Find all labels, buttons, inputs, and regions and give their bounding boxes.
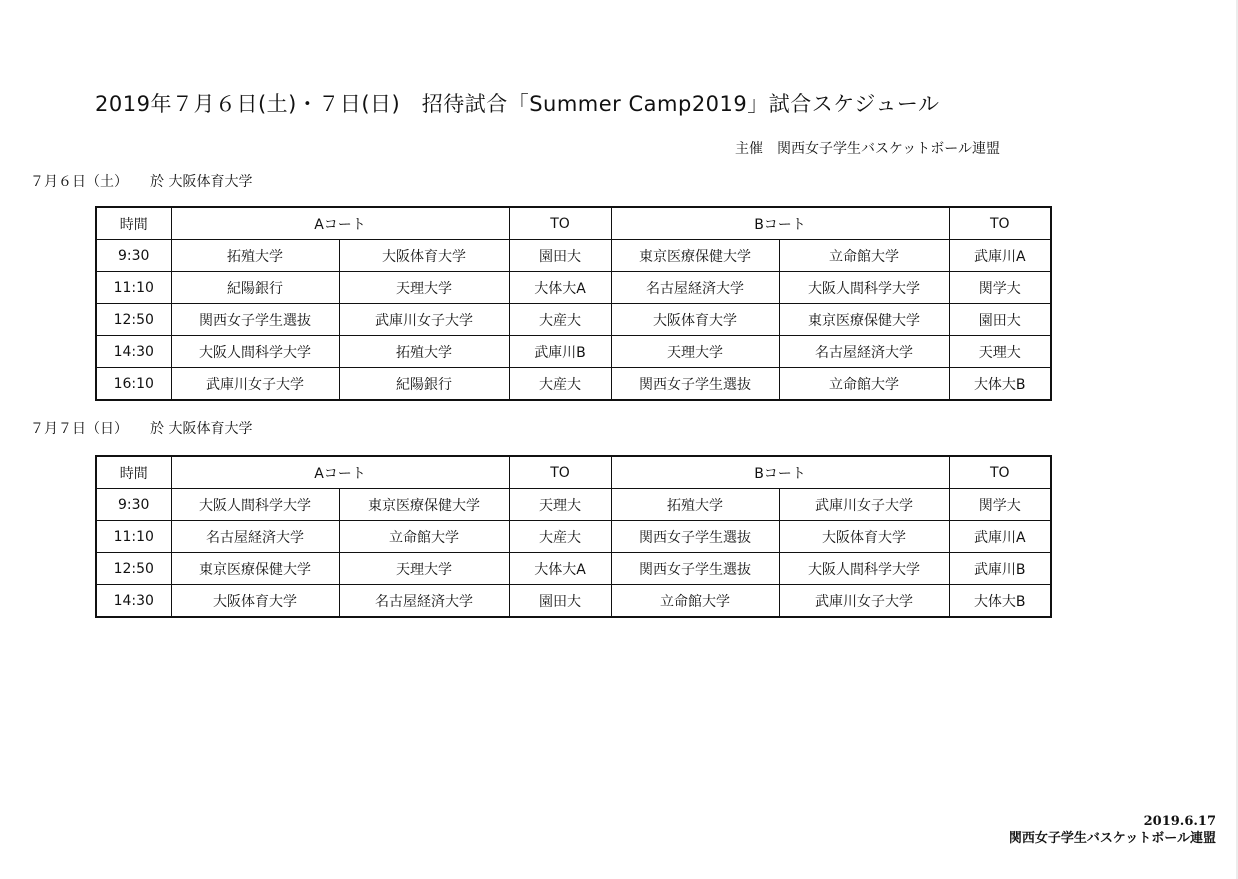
cell-a-to: 天理大 [509,489,611,521]
header-court-a: Aコート [171,456,509,489]
cell-a-team2: 天理大学 [339,272,509,304]
cell-a-to: 大体大A [509,272,611,304]
cell-b-team2: 立命館大学 [779,368,949,401]
cell-b-team1: 拓殖大学 [611,489,779,521]
cell-a-team2: 拓殖大学 [339,336,509,368]
cell-b-team1: 関西女子学生選抜 [611,553,779,585]
table-header-row [96,456,1051,489]
cell-a-to: 園田大 [509,585,611,618]
cell-b-to: 武庫川A [949,240,1051,272]
cell-a-team1: 大阪人間科学大学 [171,489,339,521]
cell-a-team1: 東京医療保健大学 [171,553,339,585]
day-venue: 於 大阪体育大学 [150,421,253,437]
cell-a-team2: 武庫川女子大学 [339,304,509,336]
cell-b-to: 武庫川A [949,521,1051,553]
cell-time: 11:10 [96,521,171,553]
header-time: 時間 [96,207,171,240]
cell-b-to: 天理大 [949,336,1051,368]
organizer: 主催 関西女子学生バスケットボール連盟 [735,141,1001,157]
cell-a-to: 園田大 [509,240,611,272]
header-to: TO [949,456,1051,489]
cell-a-team1: 武庫川女子大学 [171,368,339,401]
cell-time: 14:30 [96,336,171,368]
table-row [96,489,1051,521]
cell-b-team2: 名古屋経済大学 [779,336,949,368]
cell-b-team1: 立命館大学 [611,585,779,618]
cell-time: 12:50 [96,553,171,585]
day-date: ７月６日（土） [30,174,128,190]
cell-time: 9:30 [96,240,171,272]
cell-a-team1: 拓殖大学 [171,240,339,272]
cell-a-team2: 立命館大学 [339,521,509,553]
header-court-b: Bコート [611,456,949,489]
cell-b-team1: 大阪体育大学 [611,304,779,336]
header-to: TO [509,456,611,489]
cell-a-to: 大産大 [509,521,611,553]
cell-b-to: 大体大B [949,368,1051,401]
cell-b-team2: 大阪人間科学大学 [779,553,949,585]
table-row [96,553,1051,585]
table-row [96,240,1051,272]
table-row [96,304,1051,336]
cell-a-team1: 名古屋経済大学 [171,521,339,553]
cell-b-team2: 大阪体育大学 [779,521,949,553]
header-court-a: Aコート [171,207,509,240]
cell-a-team2: 大阪体育大学 [339,240,509,272]
header-court-b: Bコート [611,207,949,240]
schedule-table-day1 [95,206,1052,401]
cell-time: 12:50 [96,304,171,336]
cell-b-to: 大体大B [949,585,1051,618]
cell-time: 16:10 [96,368,171,401]
cell-a-to: 武庫川B [509,336,611,368]
cell-b-to: 園田大 [949,304,1051,336]
header-to: TO [949,207,1051,240]
cell-b-team1: 名古屋経済大学 [611,272,779,304]
cell-b-team1: 東京医療保健大学 [611,240,779,272]
cell-time: 9:30 [96,489,171,521]
cell-b-team2: 東京医療保健大学 [779,304,949,336]
table-row [96,585,1051,618]
page-title: 2019年７月６日(土)・７日(日) 招待試合「Summer Camp2019」試合スケジュール [95,92,940,116]
cell-a-to: 大産大 [509,304,611,336]
footer-org: 関西女子学生バスケットボール連盟 [1008,831,1216,846]
cell-a-to: 大体大A [509,553,611,585]
cell-b-team2: 武庫川女子大学 [779,585,949,618]
cell-a-team1: 紀陽銀行 [171,272,339,304]
cell-a-team2: 紀陽銀行 [339,368,509,401]
cell-a-team2: 名古屋経済大学 [339,585,509,618]
day-heading-1 [30,171,252,191]
cell-b-team2: 立命館大学 [779,240,949,272]
cell-a-team1: 関西女子学生選抜 [171,304,339,336]
header-to: TO [509,207,611,240]
cell-a-team2: 東京医療保健大学 [339,489,509,521]
cell-b-team2: 大阪人間科学大学 [779,272,949,304]
table-row [96,368,1051,401]
cell-b-to: 関学大 [949,272,1051,304]
day-date: ７月７日（日） [30,421,128,437]
cell-a-team1: 大阪人間科学大学 [171,336,339,368]
cell-b-team1: 関西女子学生選抜 [611,368,779,401]
cell-a-team1: 大阪体育大学 [171,585,339,618]
header-time: 時間 [96,456,171,489]
day-venue: 於 大阪体育大学 [150,174,253,190]
footer-date: 2019.6.17 [1143,814,1216,829]
cell-b-team1: 天理大学 [611,336,779,368]
table-row [96,521,1051,553]
table-header-row [96,207,1051,240]
cell-a-team2: 天理大学 [339,553,509,585]
cell-b-team1: 関西女子学生選抜 [611,521,779,553]
table-row [96,336,1051,368]
table-row [96,272,1051,304]
footer [1009,813,1216,847]
schedule-table-day2 [95,455,1052,618]
cell-time: 14:30 [96,585,171,618]
cell-b-to: 武庫川B [949,553,1051,585]
cell-b-to: 関学大 [949,489,1051,521]
cell-a-to: 大産大 [509,368,611,401]
cell-time: 11:10 [96,272,171,304]
day-heading-2 [30,418,252,438]
cell-b-team2: 武庫川女子大学 [779,489,949,521]
